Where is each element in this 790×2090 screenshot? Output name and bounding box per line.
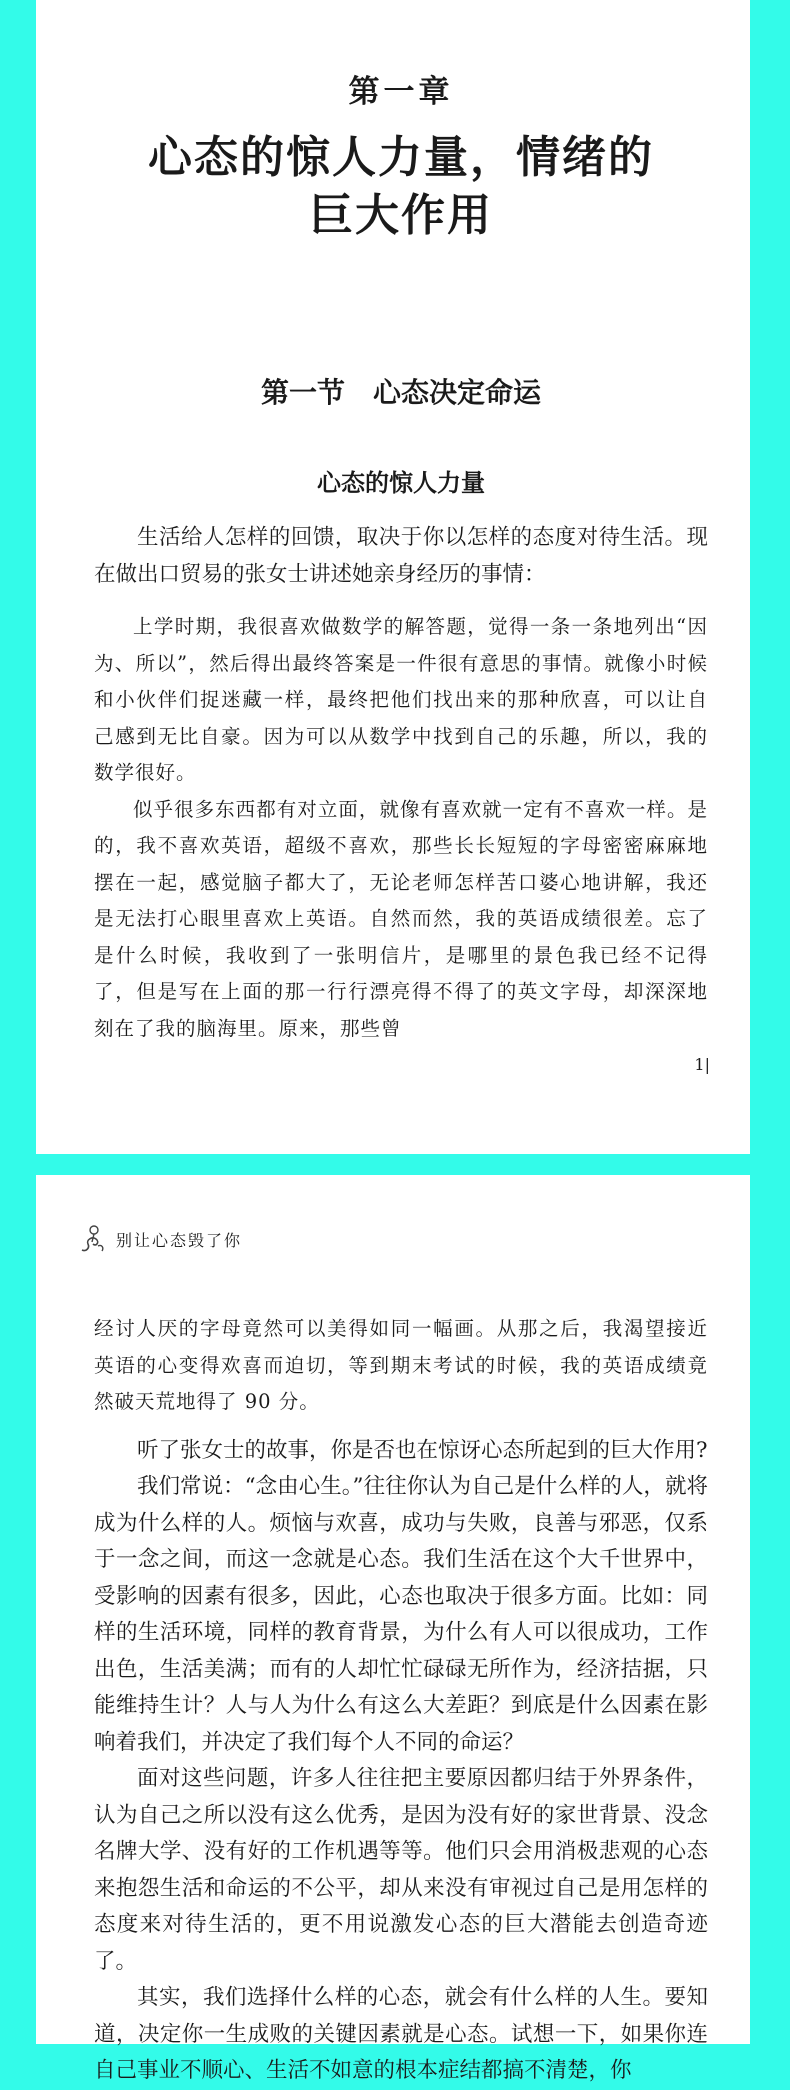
swirl-ornament-icon bbox=[76, 1222, 110, 1256]
body-paragraph-3: 面对这些问题，许多人往往把主要原因都归结于外界条件，认为自己之所以没有这么优秀，是因为没有好的家世背景、没念名牌大学、没有好的工作机遇等等。他们只会用消极悲观的心态来抱怨生活和命运的不公平，却从来没有审视过自己是用怎样的态度来对待生活的，更不用说激发心态的巨大潜能去创造奇迹了。 bbox=[94, 1766, 708, 1974]
book-page-1 bbox=[36, 0, 750, 1154]
quote-paragraph-2: 似乎很多东西都有对立面，就像有喜欢就一定有不喜欢一样。是的，我不喜欢英语，超级不喜欢，那些长长短短的字母密密麻麻地摆在一起，感觉脑子都大了，无论老师怎样苦口婆心地讲解，我还是无法打心眼里喜欢上英语。自然而然，我的英语成绩很差。忘了是什么时候，我收到了一张明信片，是哪里的景色我已经不记得了，但是写在上面的那一行行漂亮得不得了的英文字母，却深深地刻在了我的脑海里。原来，那些曾 bbox=[94, 797, 708, 1040]
running-header-text: 别让心态毁了你 bbox=[116, 1230, 243, 1250]
chapter-title-line-2: 巨大作用 bbox=[309, 190, 493, 241]
chapter-title-line-1: 心态的惊人力量，情绪的 bbox=[148, 132, 654, 183]
intro-paragraph: 生活给人怎样的回馈，取决于你以怎样的态度对待生活。现在做出口贸易的张女士讲述她亲身经历的事情： bbox=[94, 525, 708, 587]
quote-continuation: 经讨人厌的字母竟然可以美得如同一幅画。从那之后，我渴望接近英语的心变得欢喜而迫切，等到期末考试的时候，我的英语成绩竟然破天荒地得了 90 分。 bbox=[94, 1317, 708, 1413]
running-header bbox=[76, 1175, 708, 1259]
body-paragraph-1: 听了张女士的故事，你是否也在惊讶心态所起到的巨大作用? bbox=[137, 1437, 708, 1463]
page-number: 1| bbox=[694, 1055, 710, 1074]
section-title: 第一节 心态决定命运 bbox=[260, 376, 541, 409]
book-page-2 bbox=[36, 1175, 750, 2083]
quote-paragraph-1: 上学时期，我很喜欢做数学的解答题，觉得一条一条地列出“因为、所以”，然后得出最终答案是一件很有意思的事情。就像小时候和小伙伴们捉迷藏一样，最终把他们找出来的那种欣喜，可以让自己感到无比自豪。因为可以从数学中找到自己的乐趣，所以，我的数学很好。 bbox=[94, 615, 708, 784]
chapter-title bbox=[94, 129, 708, 245]
body-paragraph-2: 我们常说：“念由心生。”往往你认为自己是什么样的人，就将成为什么样的人。烦恼与欢喜，成功与失败，良善与邪恶，仅系于一念之间，而这一念就是心态。我们生活在这个大千世界中，受影响的因素有很多，因此，心态也取决于很多方面。比如：同样的生活环境，同样的教育背景，为什么有人可以很成功，工作出色，生活美满；而有的人却忙忙碌碌无所作为，经济拮据，只能维持生计？人与人为什么有这么大差距？到底是什么因素在影响着我们，并决定了我们每个人不同的命运？ bbox=[94, 1474, 708, 1755]
body-paragraph-4: 其实，我们选择什么样的心态，就会有什么样的人生。要知道，决定你一生成败的关键因素就是心态。试想一下，如果你连自己事业不顺心、生活不如意的根本症结都搞不清楚，你 bbox=[94, 1985, 708, 2083]
subsection-title: 心态的惊人力量 bbox=[317, 469, 485, 497]
chapter-label: 第一章 bbox=[348, 74, 454, 110]
